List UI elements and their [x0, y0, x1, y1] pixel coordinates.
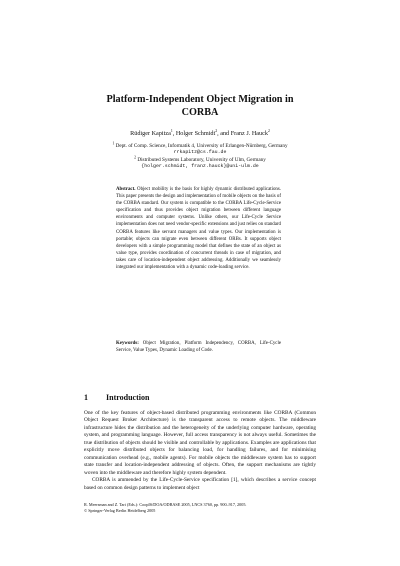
- keywords-text: Object Migration, Platform Independency, CORBA, Life-Cycle Service, Value Types, Dynamic Loading of Code.: [116, 341, 281, 354]
- author-affiliation-mark: 1: [170, 128, 173, 133]
- keywords: [116, 340, 281, 354]
- author-name: Holger Schmidt: [175, 130, 216, 137]
- title-line-1: Platform-Independent Object Migration in: [106, 94, 294, 105]
- affiliation-text: Dept. of Comp. Science, Informatik 4, University of Erlangen-Nürnberg, Germany: [115, 143, 288, 149]
- title-line-2: CORBA: [181, 107, 219, 118]
- footer-copyright: © Springer-Verlag Berlin Heidelberg 2005: [84, 507, 156, 513]
- paragraph: One of the key features of object-based distributed programming environments like CORBA (Common Object Request Broker Architecture) is the transparent access to remote objects. The middleware infrastructure hides the distribution and the heterogeneity of the underlying computer hardware, operating system, and programming language. However, full access transparency is not always useful. Sometimes the true distribution of objects should be visible and controllable by applications. Examples are applications that explicitly move distributed objects for balancing load, for handling failures, and for minimising communication overhead (e.g., mobile agents). For mobile objects the middleware system has to support state transfer and location-independent addressing of objects. Often, the support mechanisms are tightly woven into the middleware and therefore highly system dependent.: [84, 410, 316, 476]
- body-text: [84, 410, 316, 492]
- abstract-text: Object mobility is the basis for highly dynamic distributed applications. This paper presents the design and implementation of mobile objects on the basis of the CORBA standard. Our system is compatible to the CORBA Life-Cycle-Service specification and thus provides object migration between different language environments and computer systems. Unlike others, our Life-Cycle Service implementation does not need vendor-specific extensions and just relies on standard CORBA features like servant managers and value types. Our implementation is portable; objects can migrate even between different ORBs. It supports object developers with a simple programming model that defines the state of an object as value type, provides coordination of concurrent threads in case of migration, and takes care of location-independent object addressing. Additionally we seamlessly integrated our implementation with a dynamic code-loading service.: [116, 187, 281, 271]
- author-separator: , and: [217, 130, 231, 137]
- author-name: Rüdiger Kapitza: [130, 130, 171, 137]
- paragraph: CORBA is ammended by the Life-Cycle-Service specification [1], which describes a service concept based on common design patterns to implement object: [84, 477, 316, 491]
- author-separator: ,: [172, 130, 176, 137]
- abstract-label: Abstract.: [116, 187, 136, 192]
- affiliation-mark: 2: [134, 155, 137, 160]
- affiliation-block: [60, 143, 340, 171]
- publication-footer: [84, 502, 324, 513]
- keywords-label: Keywords:: [116, 341, 139, 346]
- affiliation-mark: 1: [112, 141, 115, 146]
- affiliation-1: [60, 143, 340, 150]
- author-list: [0, 130, 400, 138]
- affiliation-1-email: rrkapitz@cs.fau.de: [173, 149, 227, 155]
- affiliation-text: Distributed Systems Laboratory, University of Ulm, Germany: [137, 156, 266, 163]
- author-affiliation-mark: 2: [267, 128, 270, 133]
- section-heading: [84, 393, 149, 402]
- author-name: Franz J. Hauck: [230, 130, 268, 137]
- author-affiliation-mark: 2: [215, 128, 218, 133]
- abstract: [116, 186, 281, 271]
- section-title: Introduction: [106, 393, 150, 402]
- footer-citation: R. Meersman and Z. Tari (Eds.): CoopIS/DOA/ODBASE 2005, LNCS 3760, pp. 900–917, 2005.: [84, 502, 247, 507]
- section-number: 1: [84, 393, 88, 402]
- affiliation-2-email: {holger.schmidt, franz.hauck}@uni-ulm.de: [141, 163, 259, 169]
- paper-title: [0, 93, 400, 119]
- affiliation-2: [60, 157, 340, 164]
